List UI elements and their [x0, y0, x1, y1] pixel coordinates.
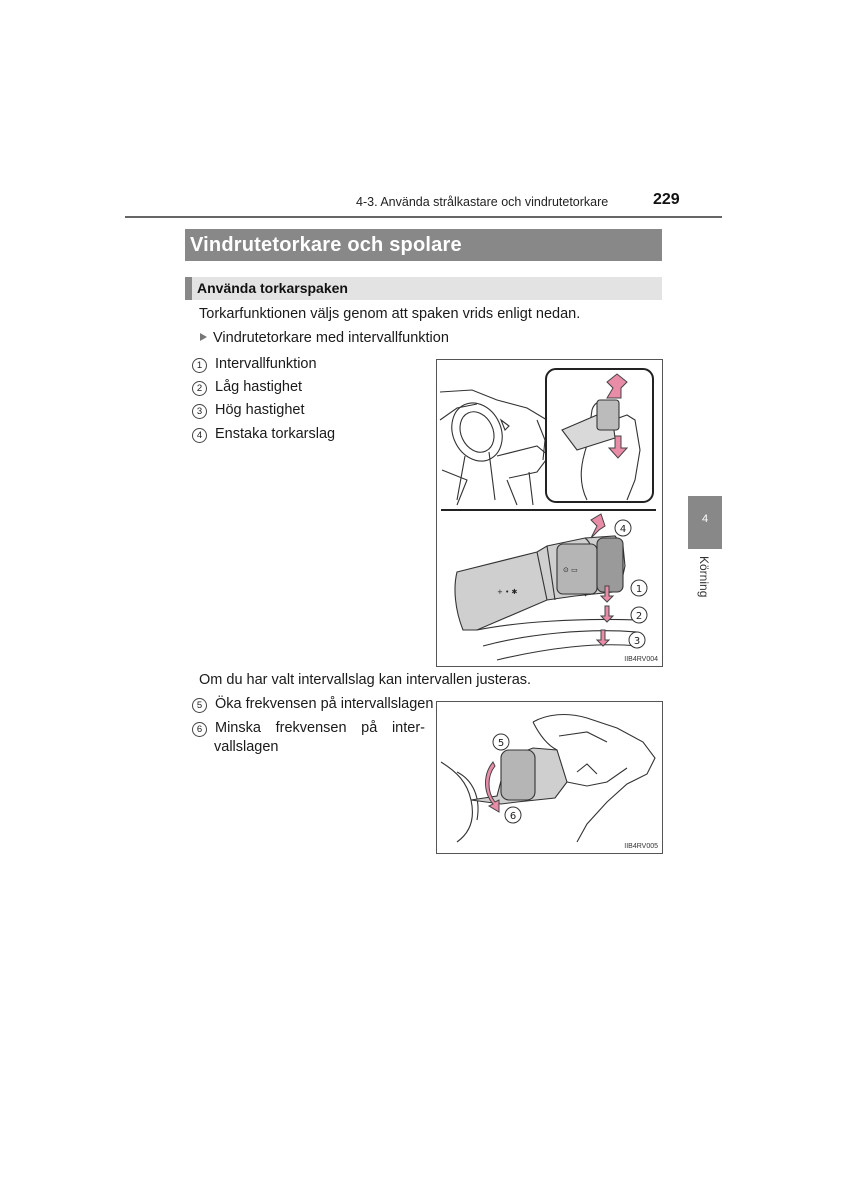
list-item-label-continued: vallslagen — [214, 739, 279, 755]
chapter-tab-label — [681, 556, 729, 606]
callout-1: 1 — [635, 584, 643, 595]
chapter-header: 4-3. Använda strålkastare och vindrutetorkare — [356, 195, 609, 209]
interval-adjust-illustration — [437, 702, 662, 853]
triangle-bullet-icon — [200, 333, 207, 341]
list-item — [192, 426, 335, 443]
list-item-label: Hög hastighet — [215, 402, 305, 418]
list-item-label: Låg hastighet — [215, 379, 303, 395]
callout-2: 2 — [635, 611, 643, 622]
page-number: 229 — [653, 191, 680, 208]
wiper-lever-figure — [436, 359, 663, 667]
list-item-label: Minska frekvensen på inter- — [215, 720, 425, 736]
section-title: Vindrutetorkare och spolare — [185, 229, 662, 261]
callout-4: 4 — [619, 524, 627, 535]
list-item — [192, 356, 317, 373]
circled-number: 5 — [192, 698, 207, 713]
list-item-label: Intervallfunktion — [215, 356, 317, 372]
chapter-tab-text: Körning — [697, 556, 711, 598]
figure-code: IIB4RV004 — [624, 656, 658, 663]
list-item — [192, 696, 433, 713]
subsection-title: Använda torkarspaken — [197, 280, 348, 296]
svg-text:+ • ✱: + • ✱ — [497, 588, 518, 596]
wiper-lever-illustration — [437, 360, 662, 666]
header-divider — [125, 216, 722, 218]
subsection-accent — [185, 277, 192, 300]
interval-adjust-figure — [436, 701, 663, 854]
circled-number: 1 — [192, 358, 207, 373]
bullet-text: Vindrutetorkare med intervallfunktion — [213, 330, 449, 346]
circled-number: 4 — [192, 428, 207, 443]
circled-number: 6 — [192, 722, 207, 737]
circled-number: 2 — [192, 381, 207, 396]
list-item — [192, 720, 425, 737]
list-item — [192, 379, 302, 396]
bullet-item — [200, 330, 449, 346]
list-item-label: Enstaka torkarslag — [215, 426, 336, 442]
subsection-heading — [185, 277, 662, 300]
circled-number: 3 — [192, 404, 207, 419]
callout-5: 5 — [497, 738, 505, 749]
svg-text:⊙ ▭: ⊙ ▭ — [563, 566, 578, 574]
callout-3: 3 — [633, 636, 641, 647]
list-item-label: Öka frekvensen på intervallslagen — [215, 696, 434, 712]
figure-code: IIB4RV005 — [624, 843, 658, 850]
intro-text: Torkarfunktionen väljs genom att spaken vrids enligt nedan. — [199, 306, 581, 322]
interval-note: Om du har valt intervallslag kan intervallen justeras. — [199, 672, 532, 688]
list-item — [192, 402, 304, 419]
chapter-tab: 4 — [688, 496, 722, 549]
callout-6: 6 — [509, 811, 517, 822]
